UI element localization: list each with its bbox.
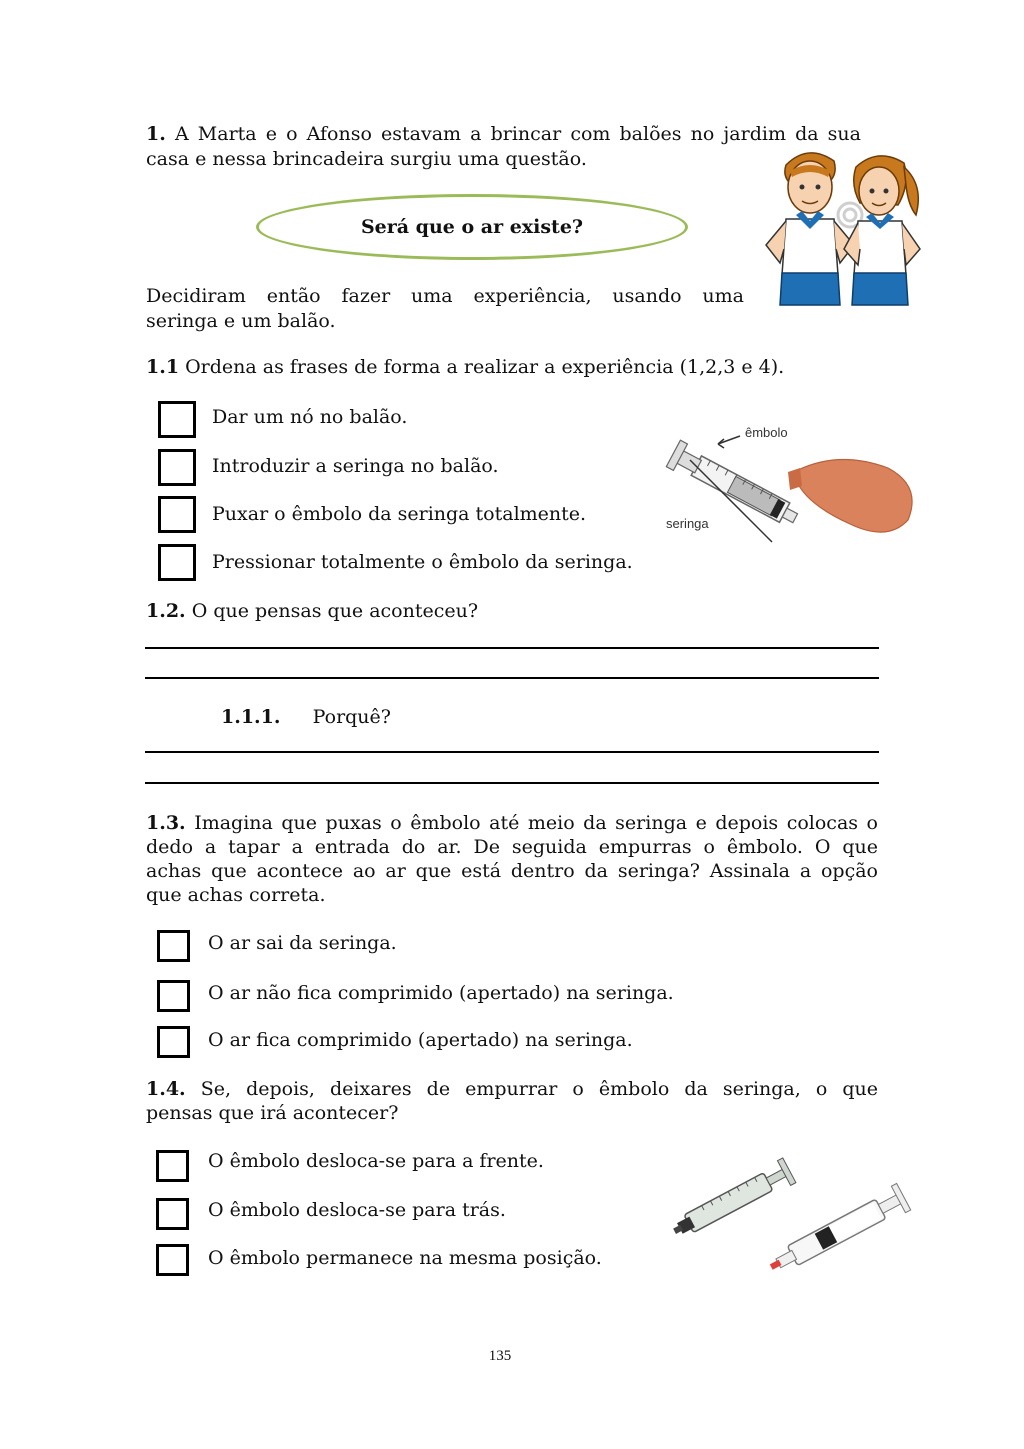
syringe-left [668, 1158, 796, 1244]
question-1-2-text: O que pensas que aconteceu? [191, 600, 479, 622]
intro-text-1: A Marta e o Afonso estavam a brincar com balões no jardim da sua [174, 123, 861, 145]
question-oval [256, 194, 688, 260]
decided-line-1: Decidiram então fazer uma experiência, usando uma [146, 285, 744, 307]
intro-line-1 [146, 122, 861, 146]
intro-line-2: casa e nessa brincadeira surgiu uma questão. [146, 148, 587, 170]
page-number: 135 [488, 1348, 512, 1364]
question-1-4-line-2: pensas que irá acontecer? [146, 1102, 399, 1124]
plunger-option-2: O êmbolo desloca-se para trás. [208, 1199, 506, 1221]
question-1-1 [146, 355, 784, 379]
boy-figure [766, 153, 854, 305]
question-1-4-number: 1.4. [146, 1078, 186, 1100]
checkbox-order-3[interactable] [158, 496, 196, 533]
plunger-option-3: O êmbolo permanece na mesma posição. [208, 1247, 602, 1269]
question-1-3-line-3: achas que acontece ao ar que está dentro da seringa? Assinala a opção [146, 860, 878, 882]
question-1-3-line-1 [146, 811, 878, 835]
checkbox-order-1[interactable] [158, 401, 196, 438]
checkbox-air-3[interactable] [157, 1026, 190, 1058]
air-option-1: O ar sai da seringa. [208, 932, 397, 954]
question-1-4-line-1 [146, 1077, 878, 1101]
question-1-2-number: 1.2. [146, 600, 186, 622]
question-1-1-text: Ordena as frases de forma a realizar a experiência (1,2,3 e 4). [185, 356, 785, 378]
syringe-balloon-illustration [660, 420, 925, 545]
checkbox-plunger-1[interactable] [156, 1150, 189, 1182]
syringe-right [764, 1183, 911, 1275]
question-1-1-1-number: 1.1.1. [221, 706, 281, 728]
checkbox-plunger-2[interactable] [156, 1198, 189, 1230]
two-syringes-illustration [664, 1145, 924, 1275]
question-1-3-line-4: que achas correta. [146, 884, 326, 906]
air-option-3: O ar fica comprimido (apertado) na seringa. [208, 1029, 633, 1051]
answer-line-2[interactable] [145, 677, 879, 679]
question-1-1-1-text: Porquê? [312, 706, 391, 728]
question-1-4-text-1: Se, depois, deixares de empurrar o êmbolo da seringa, o que [200, 1078, 878, 1100]
checkbox-air-2[interactable] [157, 980, 190, 1012]
answer-line-4[interactable] [145, 782, 879, 784]
question-1-1-number: 1.1 [146, 356, 180, 378]
question-1-2 [146, 599, 478, 623]
checkbox-plunger-3[interactable] [156, 1244, 189, 1276]
question-1-3-text-1: Imagina que puxas o êmbolo até meio da seringa e depois colocas o [194, 812, 878, 834]
question-1-1-1 [221, 705, 391, 729]
checkbox-order-4[interactable] [158, 544, 196, 581]
question-1-3-number: 1.3. [146, 812, 186, 834]
checkbox-air-1[interactable] [157, 930, 190, 962]
children-illustration [758, 145, 928, 310]
order-option-2: Introduzir a seringa no balão. [212, 455, 499, 477]
girl-figure [844, 156, 920, 305]
order-option-1: Dar um nó no balão. [212, 406, 408, 428]
order-option-4: Pressionar totalmente o êmbolo da seringa. [212, 551, 633, 573]
question-1-3-line-2: dedo a tapar a entrada do ar. De seguida empurras o êmbolo. O que [146, 836, 878, 858]
checkbox-order-2[interactable] [158, 449, 196, 486]
decided-line-2: seringa e um balão. [146, 310, 336, 332]
air-option-2: O ar não fica comprimido (apertado) na seringa. [208, 982, 674, 1004]
answer-line-1[interactable] [145, 647, 879, 649]
plunger-option-1: O êmbolo desloca-se para a frente. [208, 1150, 544, 1172]
answer-line-3[interactable] [145, 751, 879, 753]
intro-number: 1. [146, 123, 166, 145]
order-option-3: Puxar o êmbolo da seringa totalmente. [212, 503, 587, 525]
plunger-label: êmbolo [745, 425, 788, 440]
syringe-label: seringa [666, 516, 709, 531]
question-text: Será que o ar existe? [360, 216, 584, 238]
